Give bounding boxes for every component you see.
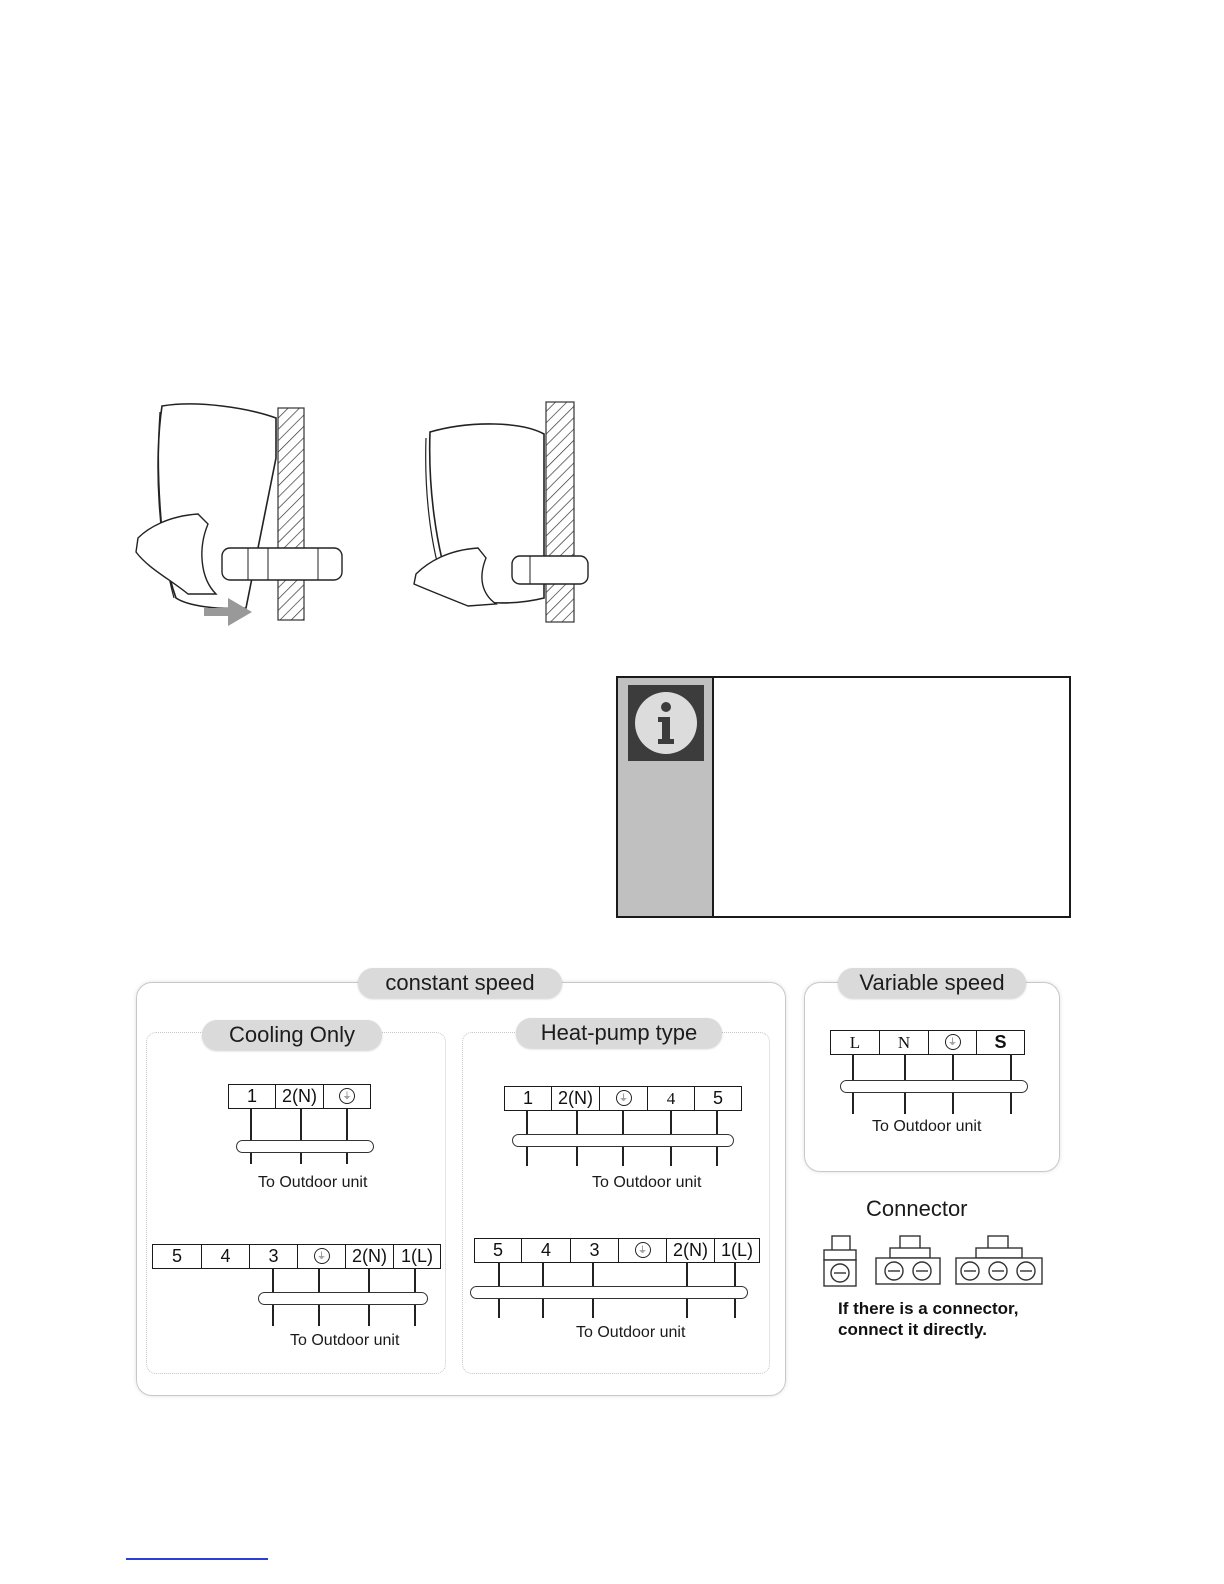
to-outdoor-unit-label: To Outdoor unit: [576, 1324, 686, 1341]
connector-1pin-icon: [824, 1236, 856, 1286]
terminal: 3: [571, 1239, 619, 1262]
constant-speed-title: constant speed: [358, 968, 562, 998]
connector-note: [838, 1298, 1018, 1340]
terminal: 2(N): [346, 1245, 394, 1268]
terminal-block: [504, 1086, 742, 1111]
footer-link[interactable]: [126, 1558, 268, 1560]
wire: [250, 1108, 252, 1164]
ground-icon: ⏚: [616, 1090, 632, 1106]
terminal: 5: [712, 1088, 723, 1108]
terminal: 1: [229, 1085, 276, 1108]
cable-bar: [840, 1080, 1028, 1093]
connector-note-line-1: If there is a connector,: [838, 1299, 1019, 1318]
terminal-block: [830, 1030, 1025, 1055]
terminal: 4: [202, 1245, 250, 1268]
ground-terminal: [324, 1085, 370, 1108]
terminal: 5: [475, 1239, 522, 1262]
installation-illustration-mounted: [412, 398, 592, 630]
terminal-block: [152, 1244, 441, 1269]
terminal: 5: [153, 1245, 202, 1268]
ground-terminal: [298, 1245, 346, 1268]
terminal: 1(L): [400, 1246, 433, 1266]
ground-icon: ⏚: [635, 1242, 651, 1258]
variable-speed-panel: [804, 982, 1060, 1172]
to-outdoor-unit-label: To Outdoor unit: [592, 1174, 702, 1191]
cable-bar: [258, 1292, 428, 1305]
installation-illustration-push: [128, 398, 368, 630]
terminal: 2(N): [667, 1239, 715, 1262]
connector-2pin-icon: [876, 1236, 940, 1284]
wire: [346, 1108, 348, 1164]
terminal-block: [228, 1084, 371, 1109]
terminal-block: [474, 1238, 760, 1263]
terminal: N: [880, 1031, 929, 1054]
ground-icon: ⏚: [314, 1248, 330, 1264]
info-icon: [628, 685, 704, 761]
cable-bar: [236, 1140, 374, 1153]
cable-bar: [512, 1134, 734, 1147]
to-outdoor-unit-label: To Outdoor unit: [872, 1118, 982, 1135]
terminal: 2(N): [552, 1087, 600, 1110]
to-outdoor-unit-label: To Outdoor unit: [290, 1332, 400, 1349]
ground-terminal: [600, 1087, 648, 1110]
heat-pump-title: Heat-pump type: [516, 1018, 722, 1048]
terminal: 4: [522, 1239, 571, 1262]
to-outdoor-unit-label: To Outdoor unit: [258, 1174, 368, 1191]
terminal: 2(N): [276, 1085, 324, 1108]
cable-bar: [470, 1286, 748, 1299]
terminal: 1: [505, 1087, 552, 1110]
terminal: 3: [250, 1245, 298, 1268]
terminal: L: [831, 1031, 880, 1054]
terminal: S: [994, 1032, 1007, 1052]
connector-title: Connector: [866, 1196, 968, 1221]
ground-icon: ⏚: [339, 1088, 355, 1104]
info-sidebar: [618, 678, 714, 916]
terminal: 1(L): [720, 1240, 753, 1260]
wire: [300, 1108, 302, 1164]
connector-note-line-2: connect it directly.: [838, 1320, 987, 1339]
variable-speed-title: Variable speed: [838, 968, 1026, 998]
info-note-box: [616, 676, 1071, 918]
connector-3pin-icon: [956, 1236, 1042, 1284]
heat-pump-subpanel: [462, 1032, 770, 1374]
ground-terminal: [929, 1031, 977, 1054]
terminal: 4: [648, 1087, 695, 1110]
ground-terminal: [619, 1239, 667, 1262]
connector-icons: [818, 1234, 1048, 1290]
ground-icon: ⏚: [945, 1034, 961, 1050]
cooling-only-title: Cooling Only: [202, 1020, 382, 1050]
